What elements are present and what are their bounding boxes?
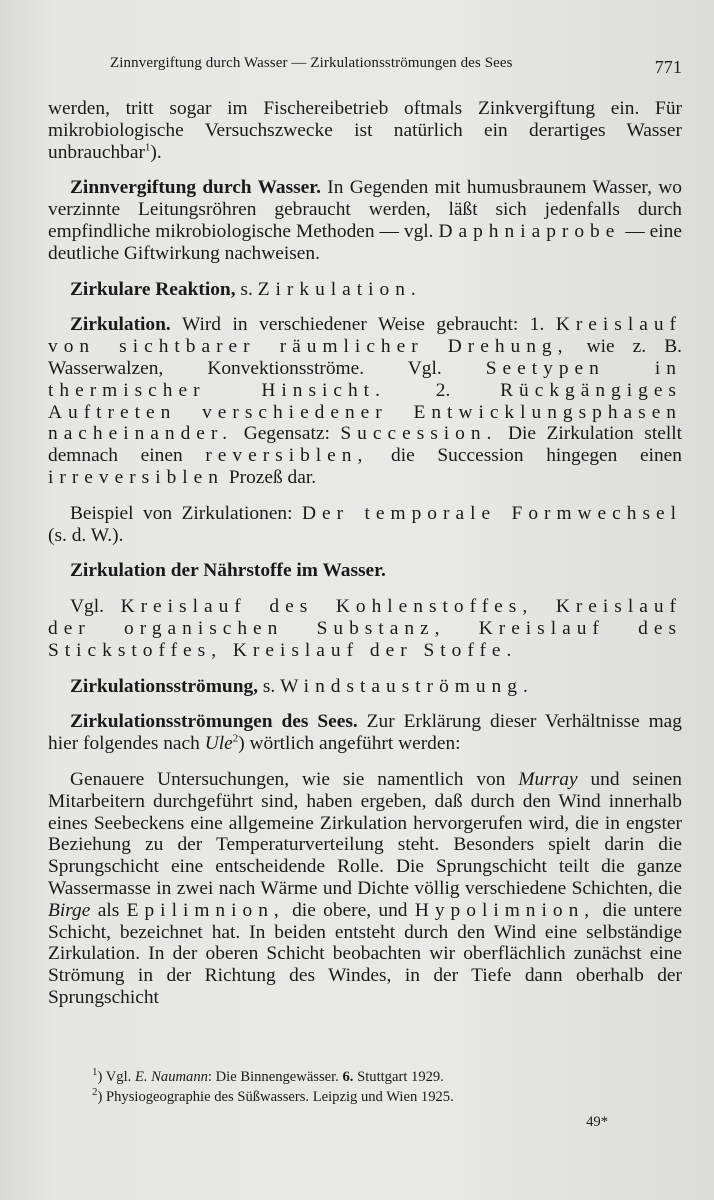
spaced-term: Kreislauf von sichtbarer räumlicher Drehung, (48, 314, 682, 358)
footnote-2 (92, 1087, 612, 1107)
paragraph-text: werden, tritt sogar im Fischereibetrieb oftmals Zinkvergiftung ein. Für mikrobiologische Versuchszwecke ist natürlich ein derartiges Wasser unbrauchbar (48, 98, 682, 163)
author-name: Ule (204, 733, 233, 755)
entry-zirkulationsstroemungen-sees (48, 711, 682, 755)
signature-mark: 49* (586, 1114, 608, 1130)
paragraph-text: (s. d. W.). (48, 524, 124, 546)
spaced-term: Der temporale Formwechsel (302, 502, 683, 524)
entry-text: 2. (435, 379, 451, 401)
spaced-term: Daphniaprobe (438, 220, 621, 242)
cross-reference-paragraph (48, 596, 682, 661)
entry-text: die Succession hingegen einen (391, 445, 682, 467)
entry-heading: Zirkulationsströmungen des Sees. (70, 711, 358, 733)
spaced-term: Windstauströmung. (280, 675, 534, 697)
footnote-text: ) Physiogeographie des Süßwassers. Leipzig und Wien 1925. (97, 1089, 454, 1105)
entry-text: Prozeß dar. (228, 466, 317, 488)
footnotes (92, 1067, 612, 1107)
footnote-mark: 2 (92, 1086, 98, 1099)
entry-zirkulationsstroemung (48, 676, 682, 698)
spaced-term: Succession. (340, 423, 498, 445)
entry-heading: Zirkulationsströmung, (70, 675, 259, 697)
author-name: Birge (48, 899, 91, 921)
footnote-text: ) Vgl. (97, 1069, 132, 1085)
entry-heading: Zirkulation der Nährstoffe im Wasser. (70, 560, 386, 582)
entry-text: In Gegenden mit humusbraunem Wasser, wo verzinnte Leitungsröhren gebraucht werden, läßt sich jedenfalls durch empfindliche mikrobiologische Methoden — vgl. (48, 177, 682, 242)
entry-text: s. (240, 278, 253, 300)
entry-text: Zur Erklärung dieser Verhältnisse mag hier folgendes nach (48, 711, 682, 755)
spaced-term: Zirkulation. (257, 278, 422, 300)
spaced-term: Rückgängiges Auftreten verschiedener Entwicklungsphasen nacheinander. (48, 379, 682, 445)
paragraph-text: Beispiel von Zirkulationen: (70, 502, 293, 524)
entry-heading: Zirkulare Reaktion, (70, 278, 236, 300)
author-name: E. Naumann (134, 1069, 208, 1085)
footnote-ref: 2 (232, 732, 239, 745)
spaced-term: Hypolimnion, (414, 899, 596, 921)
paragraph-text: und seinen Mitarbeitern durchgeführt sind, haben ergeben, daß durch den Wind innerhalb eines Seebeckens eine allgemeine Zirkulation hervorgerufen wird, die in engster Beziehung zu der Temperaturverteilung steht. Besonders spielt darin die Sprungschicht eine entscheidende Rolle. Die Sprungschicht teilt die ganze Wassermasse in zwei nach Wärme und Dichte völlig verschiedene Schichten, die (48, 768, 682, 899)
footnote-1 (92, 1067, 612, 1087)
paragraph-text: ). (150, 141, 162, 163)
entry-text: ) wörtlich angeführt werden: (238, 733, 461, 755)
entry-text: Die Zirkulation stellt demnach einen (48, 423, 682, 467)
entry-heading: Zirkulation. (70, 314, 171, 336)
footnote-ref: 1 (144, 141, 151, 154)
author-name: Murray (518, 768, 578, 790)
entry-text: s. (262, 675, 276, 697)
entry-zirkulare-reaktion (48, 279, 682, 301)
entry-text: Gegensatz: (243, 423, 330, 445)
entry-text: Wird in verschiedener Weise gebraucht: 1. (181, 314, 545, 336)
paragraph-text: Genauere Untersuchungen, wie sie namentlich von (70, 768, 506, 790)
spaced-term: Kreislauf des Kohlenstoffes, Kreislauf der organischen Substanz, Kreislauf des Stickstoffes, Kreislauf der Stoffe. (48, 596, 682, 661)
entry-heading: Zinnvergiftung durch Wasser. (70, 177, 321, 199)
spaced-term: irreversiblen (48, 466, 224, 488)
entry-zirkulation-naehrstoffe (48, 560, 682, 582)
paragraph-text: die obere, und (292, 899, 408, 921)
entry-text: wie z. B. Wasserwalzen, Konvektionsströme. Vgl. (48, 336, 682, 379)
paragraph-text: die untere Schicht, bezeichnet hat. In beiden entsteht durch den Wind eine selbständige Zirkulation. In der oberen Schicht beobachten wir oberflächlich zunächst eine Strömung in der Richtung des Windes, in der Tiefe dann oberhalb der Sprungschicht (48, 899, 682, 1008)
spaced-term: reversiblen, (205, 445, 369, 467)
page-number: 771 (654, 57, 682, 77)
entry-zinnvergiftung (48, 177, 682, 264)
volume-number: 6. (342, 1069, 354, 1085)
paragraph-text: Vgl. (70, 596, 104, 618)
entry-zirkulation (48, 314, 682, 488)
entry-text: — eine deutliche Giftwirkung nachweisen. (48, 220, 682, 264)
spaced-term: Seetypen in thermischer Hinsicht. (48, 357, 682, 401)
running-title: Zinnvergiftung durch Wasser — Zirkulationsströmungen des Sees (110, 55, 513, 71)
main-text (48, 98, 682, 1009)
paragraph-text: als (97, 899, 120, 921)
footnote-text: Stuttgart 1929. (357, 1069, 444, 1085)
paragraph-continuation (48, 98, 682, 163)
footnote-text: : Die Binnengewässer. (207, 1069, 339, 1085)
footnote-mark: 1 (92, 1066, 98, 1079)
quotation-paragraph (48, 769, 682, 1009)
spaced-term: Epilimnion, (126, 899, 285, 921)
example-paragraph (48, 503, 682, 547)
